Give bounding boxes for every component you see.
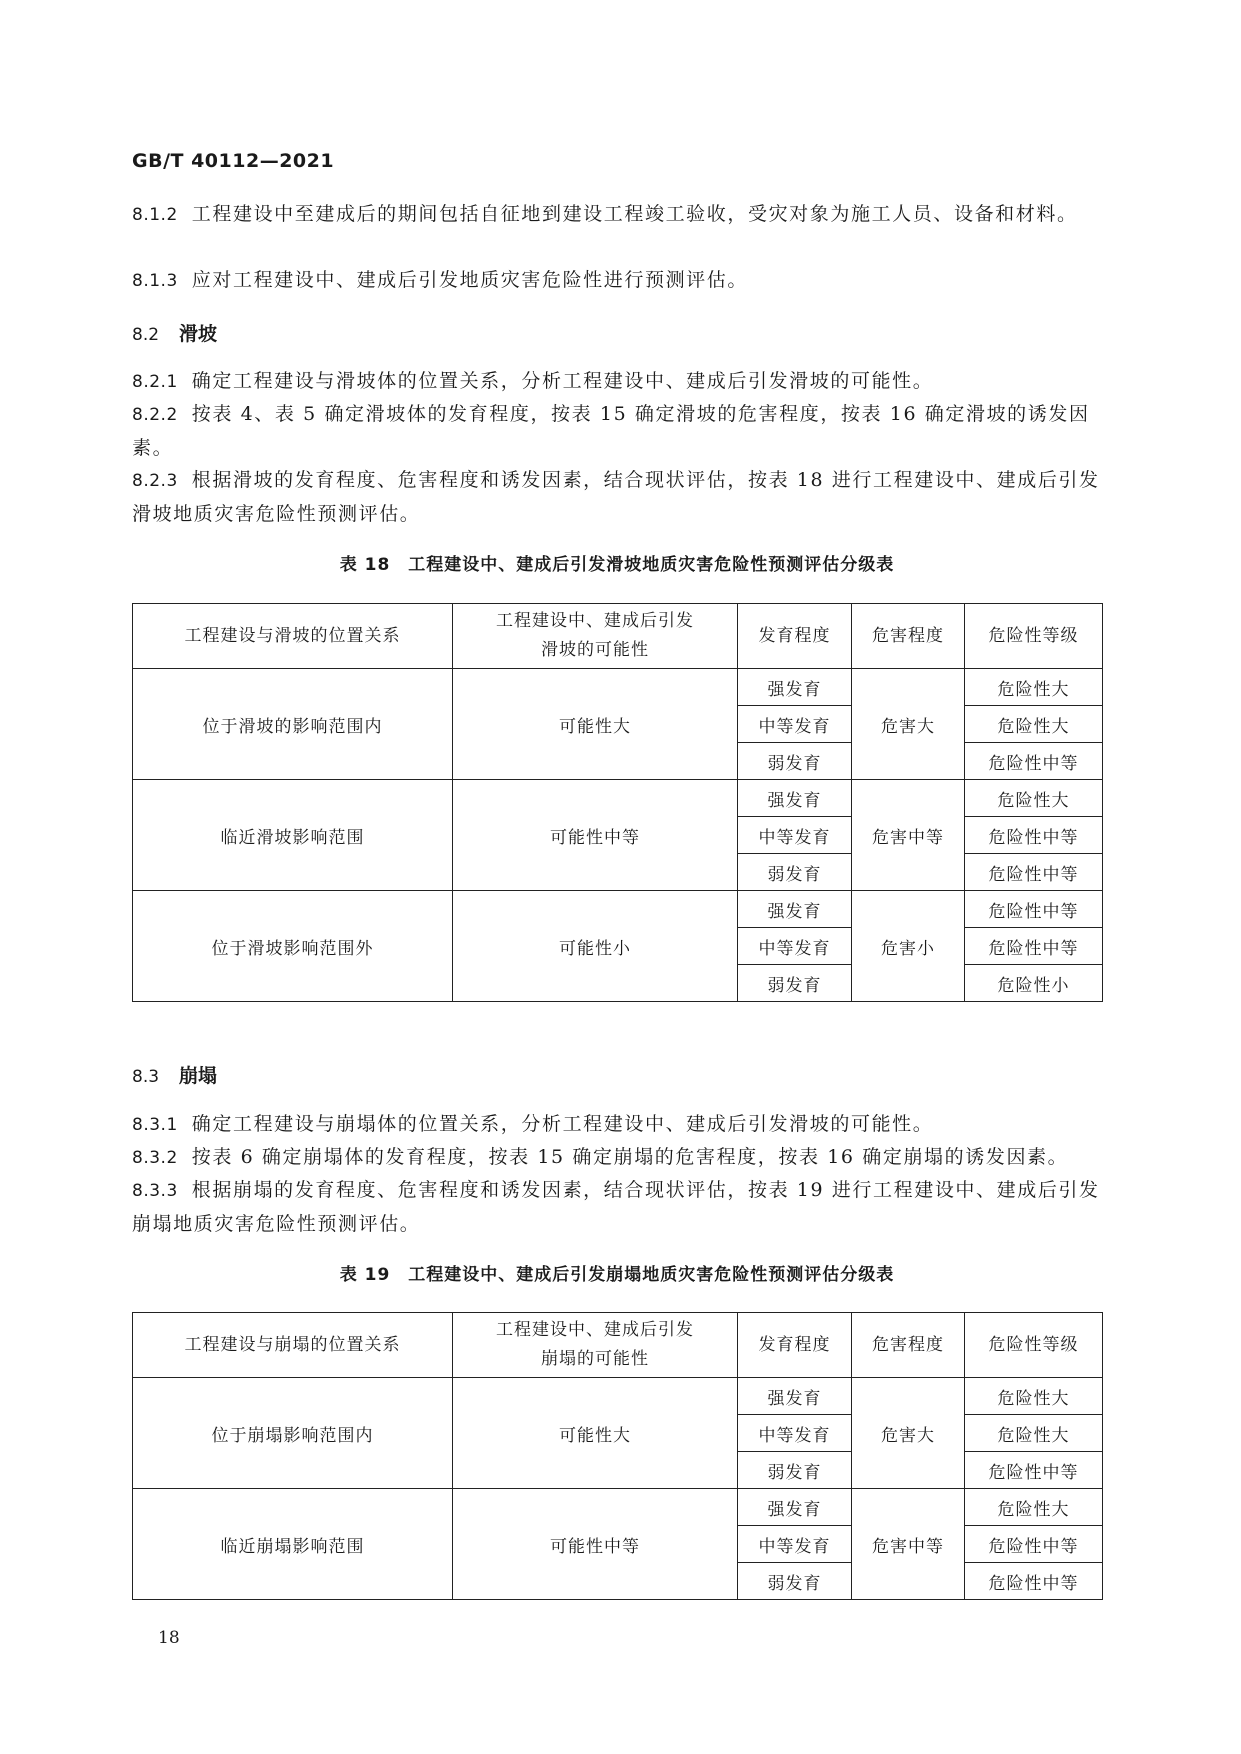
header-development: 发育程度 [738,604,852,669]
table-label: 表 19 [339,1265,391,1285]
cell-risk: 危险性中等 [965,891,1103,928]
cell-harm: 危害小 [852,891,965,1002]
clause-number: 8.2.1 [132,372,178,392]
table-19 [132,1312,1103,1600]
paragraph-8-3-3 [132,1174,1102,1241]
clause-text: 根据崩塌的发育程度、危害程度和诱发因素，结合现状评估，按表 19 进行工程建设中、建成后引发崩塌地质灾害危险性预测评估。 [132,1179,1100,1235]
cell-development: 强发育 [738,1378,852,1415]
header-harm: 危害程度 [852,604,965,669]
header-position: 工程建设与崩塌的位置关系 [133,1313,453,1378]
cell-position: 位于滑坡影响范围外 [133,891,453,1002]
clause-number: 8.1.2 [132,205,178,225]
cell-possibility: 可能性中等 [453,1489,738,1600]
cell-development: 强发育 [738,1489,852,1526]
section-number: 8.3 [132,1067,160,1087]
table-row [133,780,1103,817]
cell-risk: 危险性中等 [965,1563,1103,1600]
paragraph-8-1-3 [132,264,1102,298]
cell-development: 中等发育 [738,706,852,743]
cell-development: 强发育 [738,891,852,928]
cell-harm: 危害大 [852,669,965,780]
section-number: 8.2 [132,325,160,345]
cell-risk: 危险性大 [965,706,1103,743]
header-risk-level: 危险性等级 [965,1313,1103,1378]
header-possibility [453,1313,738,1378]
cell-development: 中等发育 [738,1526,852,1563]
cell-position: 临近崩塌影响范围 [133,1489,453,1600]
cell-risk: 危险性中等 [965,1526,1103,1563]
clause-text: 确定工程建设与滑坡体的位置关系，分析工程建设中、建成后引发滑坡的可能性。 [191,370,934,392]
clause-number: 8.3.1 [132,1115,178,1135]
table-title: 工程建设中、建成后引发崩塌地质灾害危险性预测评估分级表 [408,1265,895,1285]
table-row [133,891,1103,928]
cell-development: 弱发育 [738,1563,852,1600]
cell-development: 强发育 [738,669,852,706]
cell-position: 位于滑坡的影响范围内 [133,669,453,780]
table-row [133,1489,1103,1526]
header-harm: 危害程度 [852,1313,965,1378]
table-title: 工程建设中、建成后引发滑坡地质灾害危险性预测评估分级表 [408,555,895,575]
header-position: 工程建设与滑坡的位置关系 [133,604,453,669]
header-risk-level: 危险性等级 [965,604,1103,669]
cell-risk: 危险性大 [965,1489,1103,1526]
cell-risk: 危险性大 [965,780,1103,817]
clause-text: 按表 4、表 5 确定滑坡体的发育程度，按表 15 确定滑坡的危害程度，按表 16 确定滑坡的诱发因素。 [132,403,1090,459]
cell-development: 弱发育 [738,1452,852,1489]
cell-development: 弱发育 [738,965,852,1002]
cell-development: 强发育 [738,780,852,817]
cell-possibility: 可能性小 [453,891,738,1002]
paragraph-8-2-3 [132,464,1102,531]
cell-risk: 危险性大 [965,1378,1103,1415]
cell-risk: 危险性中等 [965,817,1103,854]
clause-number: 8.3.2 [132,1148,178,1168]
clause-text: 按表 6 确定崩塌体的发育程度，按表 15 确定崩塌的危害程度，按表 16 确定崩塌的诱发因素。 [191,1146,1069,1168]
clause-text: 确定工程建设与崩塌体的位置关系，分析工程建设中、建成后引发滑坡的可能性。 [191,1113,934,1135]
paragraph-8-2-1 [132,365,1102,399]
clause-number: 8.1.3 [132,271,178,291]
table-header-row [133,1313,1103,1378]
header-line: 工程建设中、建成后引发 [496,1320,694,1340]
header-possibility [453,604,738,669]
clause-text: 工程建设中至建成后的期间包括自征地到建设工程竣工验收，受灾对象为施工人员、设备和材料。 [191,203,1078,225]
section-title: 滑坡 [179,323,218,345]
paragraph-8-1-2 [132,198,1102,232]
clause-number: 8.2.2 [132,405,178,425]
clause-text: 根据滑坡的发育程度、危害程度和诱发因素，结合现状评估，按表 18 进行工程建设中、建成后引发滑坡地质灾害危险性预测评估。 [132,469,1100,525]
table-19-caption [132,1260,1102,1285]
cell-development: 弱发育 [738,854,852,891]
header-line: 工程建设中、建成后引发 [496,611,694,631]
header-line: 崩塌的可能性 [541,1349,649,1369]
table-18 [132,603,1103,1002]
page-number: 18 [158,1628,180,1648]
header-line: 滑坡的可能性 [541,640,649,660]
clause-number: 8.3.3 [132,1181,178,1201]
cell-development: 弱发育 [738,743,852,780]
cell-harm: 危害中等 [852,780,965,891]
cell-development: 中等发育 [738,928,852,965]
paragraph-8-2-2 [132,398,1102,465]
paragraph-8-3-2 [132,1141,1102,1175]
table-row [133,669,1103,706]
cell-risk: 危险性中等 [965,1452,1103,1489]
cell-development: 中等发育 [738,1415,852,1452]
cell-position: 临近滑坡影响范围 [133,780,453,891]
cell-harm: 危害大 [852,1378,965,1489]
cell-harm: 危害中等 [852,1489,965,1600]
section-heading-8-2 [132,319,217,346]
table-header-row [133,604,1103,669]
standard-code: GB/T 40112—2021 [132,150,335,172]
cell-risk: 危险性小 [965,965,1103,1002]
header-development: 发育程度 [738,1313,852,1378]
clause-number: 8.2.3 [132,471,178,491]
table-18-caption [132,550,1102,575]
clause-text: 应对工程建设中、建成后引发地质灾害危险性进行预测评估。 [191,269,748,291]
section-heading-8-3 [132,1061,217,1088]
section-title: 崩塌 [179,1065,218,1087]
cell-risk: 危险性中等 [965,854,1103,891]
cell-possibility: 可能性大 [453,669,738,780]
cell-risk: 危险性中等 [965,743,1103,780]
table-label: 表 18 [339,555,391,575]
cell-possibility: 可能性中等 [453,780,738,891]
cell-position: 位于崩塌影响范围内 [133,1378,453,1489]
cell-risk: 危险性大 [965,1415,1103,1452]
cell-possibility: 可能性大 [453,1378,738,1489]
cell-development: 中等发育 [738,817,852,854]
cell-risk: 危险性大 [965,669,1103,706]
table-row [133,1378,1103,1415]
paragraph-8-3-1 [132,1108,1102,1142]
cell-risk: 危险性中等 [965,928,1103,965]
